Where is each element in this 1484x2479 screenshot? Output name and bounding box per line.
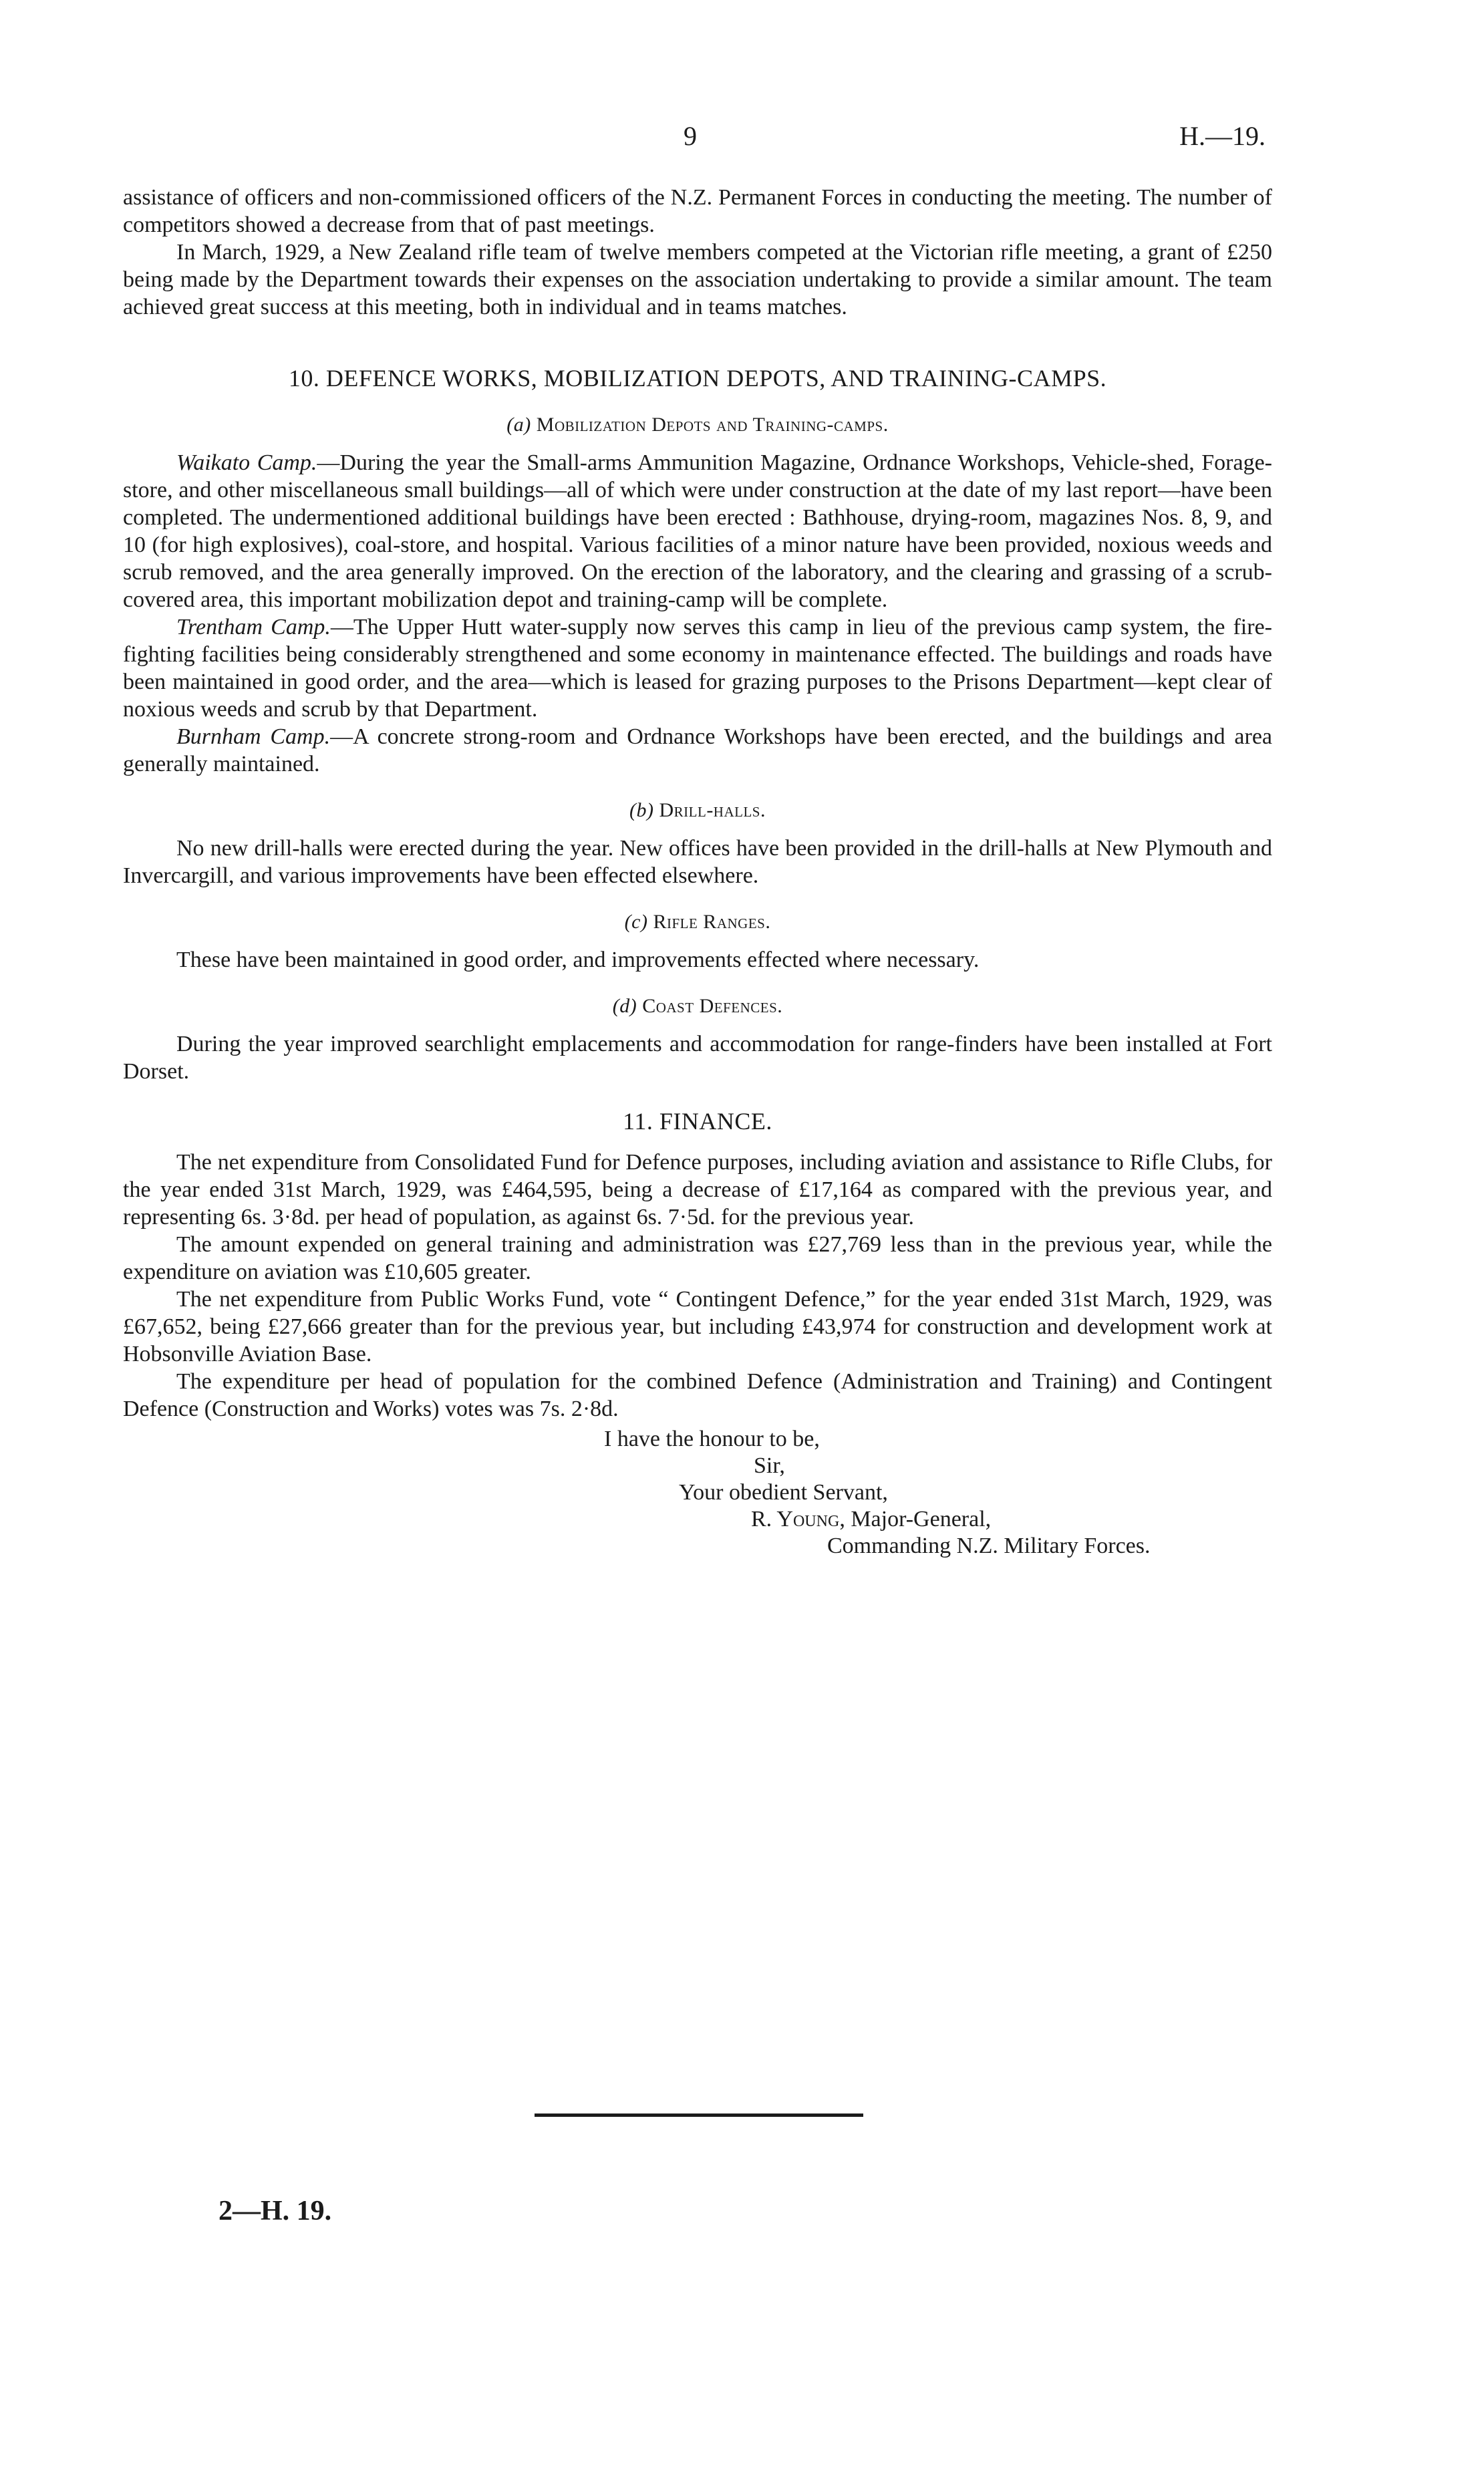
subsection-b-heading bbox=[123, 796, 1272, 824]
trentham-text: —The Upper Hutt water-supply now serves this camp in lieu of the previous camp system, the fire-fighting facilities being considerably strengthened and some economy in maintenance effected. The buildings and roads have been maintained in good order, and the area—which is leased for grazing purposes to the Prisons Department—kept clear of noxious weeds and scrub by that Department. bbox=[123, 615, 1272, 722]
subsection-c-title: Rifle Ranges. bbox=[653, 911, 771, 933]
waikato-paragraph bbox=[123, 449, 1272, 613]
footer-reference: 2—H. 19. bbox=[218, 2196, 332, 2226]
finance-paragraph-4: The expenditure per head of population for the combined Defence (Administration and Training) and Contingent Defence (Construction and Works) votes was 7s. 2·8d. bbox=[123, 1369, 1272, 1421]
subsection-b-letter: (b) bbox=[629, 799, 654, 821]
trentham-paragraph bbox=[123, 613, 1272, 723]
waikato-lead: Waikato Camp. bbox=[176, 450, 317, 475]
signoff-line-2: Sir, bbox=[754, 1453, 785, 1478]
end-rule bbox=[535, 2113, 863, 2117]
signatory-rank: , Major-General, bbox=[839, 1507, 992, 1532]
subsection-d-heading bbox=[123, 992, 1272, 1020]
page-header bbox=[0, 120, 1484, 160]
finance-paragraph-3: The net expenditure from Public Works Fund, vote “ Contingent Defence,” for the year ended 31st March, 1929, was £67,652, being £27,666 greater than for the previous year, but including £43,974 for construction and development work at Hobsonville Aviation Base. bbox=[123, 1287, 1272, 1366]
subsection-d-letter: (d) bbox=[612, 995, 637, 1017]
burnham-lead: Burnham Camp. bbox=[176, 724, 331, 749]
drill-halls-paragraph: No new drill-halls were erected during the year. New offices have been provided in the drill-halls at New Plymouth and Invercargill, and various improvements have been effected elsewhere. bbox=[123, 836, 1272, 888]
intro-paragraph-1: assistance of officers and non-commissioned officers of the N.Z. Permanent Forces in conducting the meeting. The number of competitors showed a decrease from that of past meetings. bbox=[123, 185, 1272, 237]
subsection-b-title: Drill-halls. bbox=[659, 799, 766, 821]
rifle-ranges-paragraph: These have been maintained in good order, and improvements effected where necessary. bbox=[176, 947, 980, 972]
signoff-line-1: I have the honour to be, bbox=[604, 1427, 820, 1451]
trentham-lead: Trentham Camp. bbox=[176, 615, 331, 639]
section-11-heading: 11. FINANCE. bbox=[623, 1108, 772, 1135]
coast-defences-paragraph: During the year improved searchlight emplacements and accommodation for range-finders have been installed at Fort Dorset. bbox=[123, 1032, 1272, 1084]
burnham-paragraph bbox=[123, 723, 1272, 778]
intro-paragraph-2: In March, 1929, a New Zealand rifle team of twelve members competed at the Victorian rifle meeting, a grant of £250 being made by the Department towards their expenses on the association undertaking to provide a similar amount. The team achieved great success at this meeting, both in individual and in teams matches. bbox=[123, 240, 1272, 319]
signoff-block bbox=[123, 1425, 1272, 1586]
body-text bbox=[123, 184, 1272, 1586]
subsection-a-letter: (a) bbox=[506, 414, 531, 436]
document-reference: H.—19. bbox=[1179, 121, 1266, 151]
subsection-c-letter: (c) bbox=[624, 911, 648, 933]
section-10-heading: 10. DEFENCE WORKS, MOBILIZATION DEPOTS, AND TRAINING-CAMPS. bbox=[288, 365, 1107, 392]
subsection-a-heading bbox=[123, 411, 1272, 438]
signoff-line-4 bbox=[751, 1505, 991, 1533]
signatory-name: R. Young bbox=[751, 1507, 840, 1532]
finance-paragraph-2: The amount expended on general training and administration was £27,769 less than in the previous year, while the expenditure on aviation was £10,605 greater. bbox=[123, 1232, 1272, 1284]
page-number: 9 bbox=[684, 121, 697, 151]
signoff-line-3: Your obedient Servant, bbox=[679, 1480, 888, 1505]
burnham-text: —A concrete strong-room and Ordnance Workshops have been erected, and the buildings and area generally maintained. bbox=[123, 724, 1272, 776]
subsection-a-title: Mobilization Depots and Training-camps. bbox=[536, 414, 889, 436]
signoff-line-5: Commanding N.Z. Military Forces. bbox=[827, 1534, 1151, 1558]
subsection-d-title: Coast Defences. bbox=[642, 995, 783, 1017]
finance-paragraph-1: The net expenditure from Consolidated Fund for Defence purposes, including aviation and assistance to Rifle Clubs, for the year ended 31st March, 1929, was £464,595, being a decrease of £17,164 as compared with the previous year, and representing 6s. 3·8d. per head of population, as against 6s. 7·5d. for the previous year. bbox=[123, 1150, 1272, 1229]
waikato-text: —During the year the Small-arms Ammunition Magazine, Ordnance Workshops, Vehicle-shed, Forage-store, and other miscellaneous small buildings—all of which were under construction at the date of my last report—have been completed. The undermentioned additional buildings have been erected : Bathhouse, drying-room, magazines Nos. 8, 9, and 10 (for high explosives), coal-store, and hospital. Various facilities of a minor nature have been provided, noxious weeds and scrub removed, and the area generally improved. On the erection of the laboratory, and the clearing and grassing of a scrub-covered area, this important mobilization depot and training-camp will be complete. bbox=[123, 450, 1272, 612]
subsection-c-heading bbox=[123, 908, 1272, 935]
